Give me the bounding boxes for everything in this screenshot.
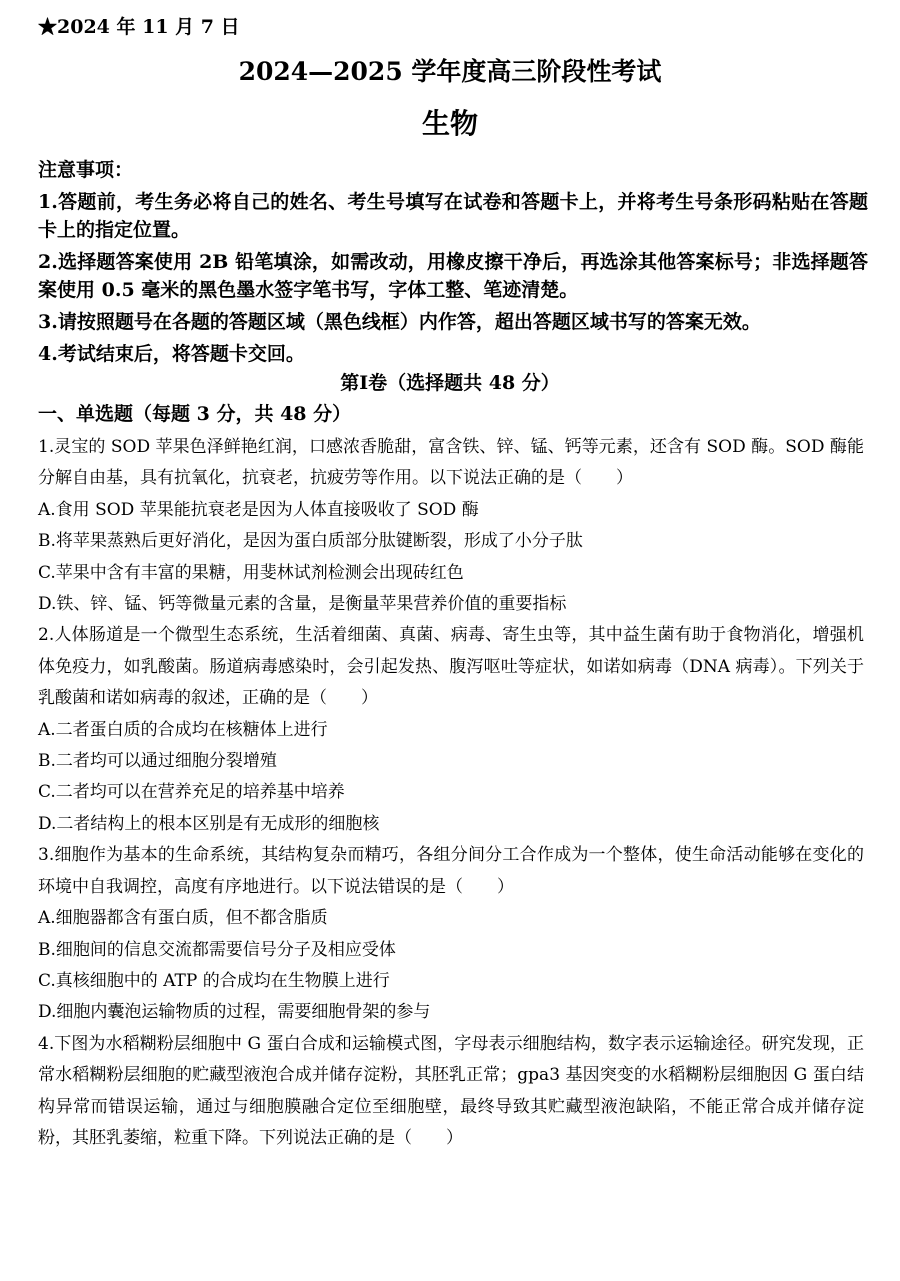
part-title: 一、单选题（每题 3 分，共 48 分） <box>38 403 352 425</box>
note-item-4: 4.考试结束后，将答题卡交回。 <box>38 343 305 365</box>
option-d: D.铁、锌、锰、钙等微量元素的含量，是衡量苹果营养价值的重要指标 <box>38 594 567 615</box>
option-a: A.细胞器都含有蛋白质，但不都含脂质 <box>38 908 328 929</box>
option-c: C.真核细胞中的 ATP 的合成均在生物膜上进行 <box>38 970 390 991</box>
question-stem: 3.细胞作为基本的生命系统，其结构复杂而精巧，各组分间分工合作成为一个整体，使生命活动能够在变化的环境中自我调控，高度有序地进行。以下说法错误的是（ ） <box>38 845 864 897</box>
question-1 <box>38 432 864 620</box>
option-b: B.将苹果蒸熟后更好消化，是因为蛋白质部分肽键断裂，形成了小分子肽 <box>38 531 583 552</box>
section-title: 第Ⅰ卷（选择题共 48 分） <box>340 372 560 394</box>
option-c: C.苹果中含有丰富的果糖，用斐林试剂检测会出现砖红色 <box>38 562 464 583</box>
note-item-1: 1.答题前，考生务必将自己的姓名、考生号填写在试卷和答题卡上，并将考生号条形码粘贴在答题卡上的指定位置。 <box>38 191 868 241</box>
option-a: A.食用 SOD 苹果能抗衰老是因为人体直接吸收了 SOD 酶 <box>38 499 479 520</box>
option-c: C.二者均可以在营养充足的培养基中培养 <box>38 782 345 803</box>
option-b: B.细胞间的信息交流都需要信号分子及相应受体 <box>38 939 396 960</box>
note-item-3: 3.请按照题号在各题的答题区域（黑色线框）内作答，超出答题区域书写的答案无效。 <box>38 311 761 333</box>
option-b: B.二者均可以通过细胞分裂增殖 <box>38 751 277 772</box>
exam-date: ★2024 年 11 月 7 日 <box>38 16 240 38</box>
question-list <box>38 432 864 1154</box>
question-3 <box>38 840 864 1028</box>
option-a: A.二者蛋白质的合成均在核糖体上进行 <box>38 719 328 740</box>
question-4 <box>38 1029 864 1155</box>
notes-heading: 注意事项： <box>38 159 134 181</box>
option-d: D.二者结构上的根本区别是有无成形的细胞核 <box>38 813 380 834</box>
question-2 <box>38 620 864 840</box>
question-stem: 1.灵宝的 SOD 苹果色泽鲜艳红润，口感浓香脆甜，富含铁、锌、锰、钙等元素，还含有 SOD 酶。SOD 酶能分解自由基，具有抗氧化，抗衰老，抗疲劳等作用。以下说法正确的是（ ） <box>38 437 864 489</box>
question-stem: 2.人体肠道是一个微型生态系统，生活着细菌、真菌、病毒、寄生虫等，其中益生菌有助于食物消化，增强机体免疫力，如乳酸菌。肠道病毒感染时，会引起发热、腹泻呕吐等症状，如诺如病毒（DNA 病毒）。下列关于乳酸菌和诺如病毒的叙述，正确的是（ ） <box>38 625 864 709</box>
question-stem: 4.下图为水稻糊粉层细胞中 G 蛋白合成和运输模式图，字母表示细胞结构，数字表示运输途径。研究发现，正常水稻糊粉层细胞的贮藏型液泡合成并储存淀粉，其胚乳正常；gpa3 基因突变的水稻糊粉层细胞因 G 蛋白结构异常而错误运输，通过与细胞膜融合定位至细胞壁，最终导致其贮藏型液泡缺陷，不能正常合成并储存淀粉，其胚乳萎缩，粒重下降。下列说法正确的是（ ） <box>38 1033 864 1148</box>
exam-title: 2024—2025 学年度高三阶段性考试 <box>238 57 662 86</box>
option-d: D.细胞内囊泡运输物质的过程，需要细胞骨架的参与 <box>38 1002 431 1023</box>
note-item-2: 2.选择题答案使用 2B 铅笔填涂，如需改动，用橡皮擦干净后，再选涂其他答案标号；非选择题答案使用 0.5 毫米的黑色墨水签字笔书写，字体工整、笔迹清楚。 <box>38 251 868 301</box>
subject-title: 生物 <box>421 107 478 140</box>
notes-block <box>38 156 868 372</box>
